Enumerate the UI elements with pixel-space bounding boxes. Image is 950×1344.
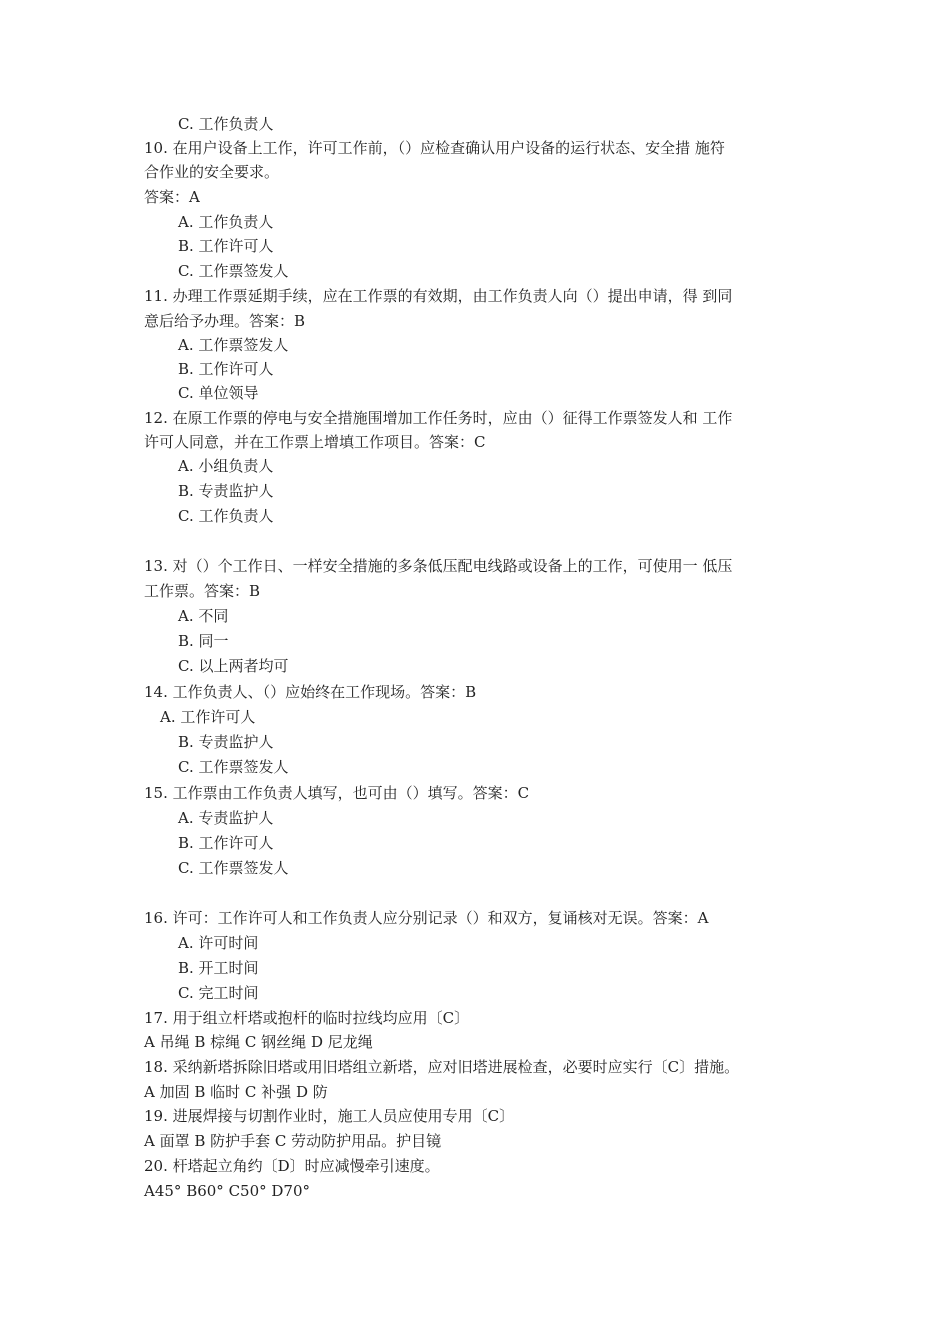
question-14: 14. 工作负责人、（）应始终在工作现场。答案：B [144,683,477,701]
option: A. 专责监护人 [178,809,274,827]
question-17-options: A 吊绳 B 棕绳 C 钢丝绳 D 尼龙绳 [144,1033,373,1051]
option: C. 工作票签发人 [178,859,289,877]
question-10-line-2: 合作业的安全要求。 [144,163,280,181]
question-10-answer: 答案：A [144,188,200,206]
option: B. 专责监护人 [178,482,274,500]
question-12-line-1: 12. 在原工作票的停电与安全措施围增加工作任务时，应由（）征得工作票签发人和 工作 [144,409,733,427]
question-13-line-2: 工作票。答案：B [144,582,261,600]
question-11-line-2: 意后给予办理。答案：B [144,312,306,330]
option: C. 完工时间 [178,984,259,1002]
option: C. 以上两者均可 [178,657,289,675]
question-20: 20. 杆塔起立角约〔D〕时应减慢牵引速度。 [144,1157,440,1175]
question-13-line-1: 13. 对（）个工作日、一样安全措施的多条低压配电线路或设备上的工作，可使用一 低压 [144,557,733,575]
option: A. 不同 [178,607,229,625]
option: A. 工作票签发人 [178,336,289,354]
question-16: 16. 许可：工作许可人和工作负责人应分别记录（）和双方，复诵核对无误。答案：A [144,909,709,927]
option: B. 工作许可人 [178,237,274,255]
option: B. 工作许可人 [178,360,274,378]
option: C. 工作票签发人 [178,262,289,280]
option: A. 许可时间 [178,934,259,952]
option: B. 专责监护人 [178,733,274,751]
option: A. 工作许可人 [160,708,256,726]
option: B. 开工时间 [178,959,259,977]
text-line: C. 工作负责人 [178,115,274,133]
option: C. 工作票签发人 [178,758,289,776]
question-17: 17. 用于组立杆塔或抱杆的临时拉线均应用〔C〕 [144,1009,470,1027]
option: B. 同一 [178,632,229,650]
option: C. 工作负责人 [178,507,274,525]
question-19: 19. 进展焊接与切割作业时，施工人员应使用专用〔C〕 [144,1107,515,1125]
option: A. 小组负责人 [178,457,274,475]
option: A. 工作负责人 [178,213,274,231]
question-11-line-1: 11. 办理工作票延期手续，应在工作票的有效期，由工作负责人向（）提出申请，得 到同 [144,287,733,305]
question-10-line-1: 10. 在用户设备上工作，许可工作前，（）应检查确认用户设备的运行状态、安全措 施符 [144,139,725,157]
question-18: 18. 采纳新塔拆除旧塔或用旧塔组立新塔，应对旧塔进展检查，必要时应实行〔C〕措施。 [144,1058,740,1076]
question-12-line-2: 许可人同意，并在工作票上增填工作项目。答案：C [144,433,486,451]
question-18-options: A 加固 B 临时 C 补强 D 防 [144,1083,328,1101]
option: C. 单位领导 [178,384,259,402]
question-19-options: A 面罩 B 防护手套 C 劳动防护用品。护目镜 [144,1132,442,1150]
option: B. 工作许可人 [178,834,274,852]
question-20-options: A45° B60° C50° D70° [144,1182,311,1200]
question-15: 15. 工作票由工作负责人填写，也可由（）填写。答案：C [144,784,530,802]
